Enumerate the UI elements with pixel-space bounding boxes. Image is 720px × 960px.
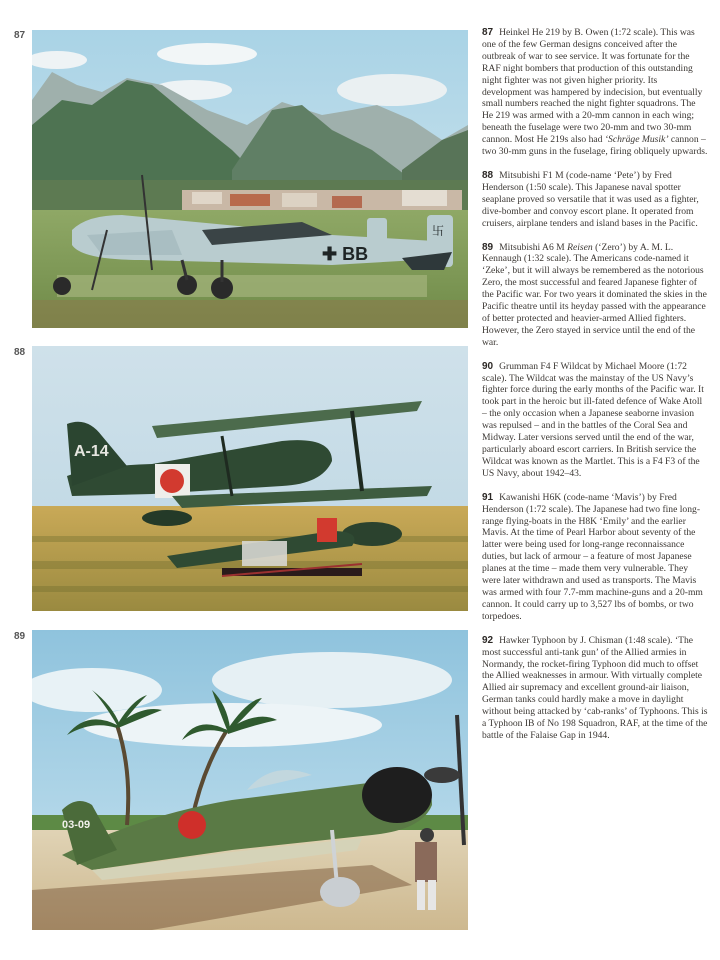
caption-92 [482, 635, 708, 742]
caption-text: ‘The most successful anti-tank gun’ of the Allied armies in Normandy, the rocket-firing Typhoon did much to offset the Allied weaknesses in armour. With virtually complete Allied air supremacy and excellent ground-air liaison, German tanks could hardly make a move in daylight without being attacked by ‘cab-ranks’ of Typhoons. This is a Typhoon IB of No 198 Squadron, RAF, at the time of the battle of the Falaise Gap in 1944. [482, 634, 708, 741]
figure-number-87: 87 [14, 30, 26, 41]
caption-title: Kawanishi H6K (code-name ‘Mavis’) by Fred Henderson (1:72 scale). [482, 491, 677, 515]
caption-number: 91 [482, 491, 494, 503]
caption-number: 92 [482, 634, 494, 646]
caption-90 [482, 361, 708, 480]
svg-text:A-14: A-14 [74, 443, 109, 460]
caption-88 [482, 170, 708, 230]
caption-title: Grumman F4 F Wildcat by Michael Moore (1:72 scale). [482, 360, 687, 384]
photo-a6m-zero [32, 630, 468, 930]
photo-f1m-pete [32, 346, 468, 611]
caption-text-cont: cannon – two 30-mm guns in the fuselage, firing obliquely upwards. [482, 134, 708, 158]
caption-title: Mitsubishi A6 M [499, 241, 568, 253]
caption-number: 90 [482, 360, 494, 372]
figure-number-89: 89 [14, 631, 26, 642]
caption-text: This was one of the few German designs conceived after the outbreak of war to see service. It was fortunate for the RAF night bombers that production of this outstanding night fighter was not given higher priority. Its development was hampered by indecision, but eventually small numbers reached the night fighter squadrons. The He 219 was armed with a 20-mm cannon in each wing; beneath the fuselage were two 20-mm and two 30-mm cannon. Most He 219s also had [482, 27, 703, 146]
caption-text-cont: (‘Zero’) by A. M. L. Kennaugh (1:32 scale). The Americans code-named it ‘Zeke’, but it will always be remembered as the notorious Zero, the most successful and feared Japanese fighter of the Pacific war. For two years it dominated the skies in the Pacific theatre until its heyday passed with the appearance of better protected and heavier-armed Allied fighters. However, the Zero stayed in service until the end of the war. [482, 241, 707, 348]
caption-text: The Japanese had two fine long-range flying-boats in the H8K ‘Emily’ and the earlier Mavis. At the time of Pearl Harbor about seventy of the latter were being used for long-range reconnaissance duties, but lack of armour – a feature of most Japanese planes at the time – made them very vulnerable. They were later withdrawn and used as transports. The Mavis was armed with four 7.7-mm machine-guns and a 20-mm cannon. It could carry up to 3,527 lbs of bombs, or two torpedoes. [482, 503, 703, 622]
svg-text:03-09: 03-09 [62, 819, 91, 831]
svg-text:✚ BB: ✚ BB [322, 244, 369, 264]
caption-89 [482, 242, 708, 349]
captions-column [482, 27, 708, 754]
caption-italic: Reisen [567, 241, 593, 253]
caption-text: This Japanese naval spotter seaplane proved so versatile that it was used as a fighter, dive-bomber and convoy escort plane. It operated from cruisers, airplane tenders and island bases in the Pacific. [482, 181, 699, 229]
caption-text: The Wildcat was the mainstay of the US Navy’s fighter force during the early months of the Pacific war. It took part in the heroic but ill-fated defence of Wake Atoll – the only occasion when a Japanese seaborne invasion was repulsed – and in the battles of the Coral Sea and Midway. Later versions served until the end of the war, particularly aboard escort carriers. In British service the Wildcat was known as the Martlet. This is a F4 F3 of the US Navy, about 1942–43. [482, 372, 704, 479]
caption-title: Hawker Typhoon by J. Chisman (1:48 scale). [499, 634, 673, 646]
photo-he219 [32, 30, 468, 328]
figure-number-88: 88 [14, 347, 26, 358]
caption-title: Mitsubishi F1 M (code-name ‘Pete’) by Fred Henderson (1:50 scale). [482, 169, 672, 193]
caption-italic: ‘Schräge Musik’ [604, 134, 669, 146]
caption-number: 89 [482, 241, 494, 253]
caption-number: 88 [482, 169, 494, 181]
caption-87 [482, 27, 708, 158]
caption-number: 87 [482, 27, 494, 38]
caption-91 [482, 492, 708, 623]
caption-title: Heinkel He 219 by B. Owen (1:72 scale). [499, 27, 659, 38]
svg-text:卐: 卐 [432, 224, 445, 238]
